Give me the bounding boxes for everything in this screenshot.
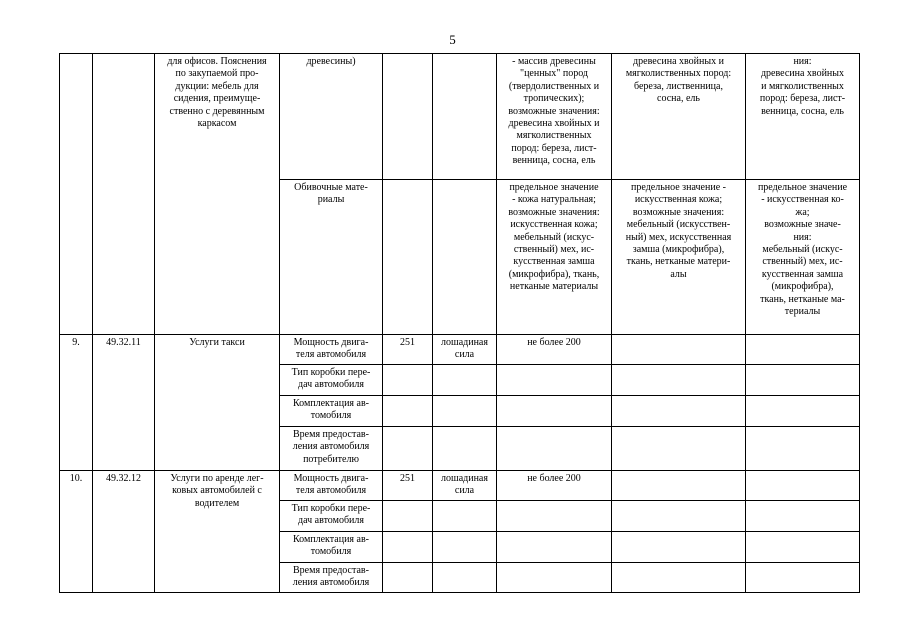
category-value-cell: древесина хвойных и мягколиственных пород: береза, лиственница, сосна, ель [612, 54, 746, 180]
category-value-cell [612, 562, 746, 592]
value-cell: предельное значение - кожа натуральная; возможные значения: искусственная кожа; мебельный (искус- ственный) мех, ис- кусственная замша (микрофибра), ткань, нетканые материалы [497, 180, 612, 335]
characteristic-cell: Обивочные мате- риалы [280, 180, 383, 335]
category-value-cell [746, 364, 860, 395]
unit-cell: лошадиная сила [433, 335, 497, 365]
category-value-cell [612, 335, 746, 365]
characteristic-cell: Время предостав- ления автомобиля потребителю [280, 426, 383, 470]
num-cell [60, 54, 93, 335]
characteristic-cell: Тип коробки пере- дач автомобиля [280, 500, 383, 531]
okei-code-cell [383, 426, 433, 470]
product-name-cell: Услуги такси [155, 335, 280, 471]
category-value-cell [612, 500, 746, 531]
code-cell: 49.32.12 [93, 470, 155, 592]
category-value-cell [612, 395, 746, 426]
unit-cell [433, 562, 497, 592]
characteristic-cell: Мощность двига- теля автомобиля [280, 335, 383, 365]
okei-code-cell [383, 54, 433, 180]
value-cell: не более 200 [497, 335, 612, 365]
category-value-cell [746, 395, 860, 426]
okei-code-cell [383, 180, 433, 335]
category-value-cell [746, 531, 860, 562]
code-cell: 49.32.11 [93, 335, 155, 471]
product-name-cell: для офисов. Пояснения по закупаемой про- дукции: мебель для сидения, преимуще- ственно с деревянным каркасом [155, 54, 280, 335]
category-value-cell [612, 470, 746, 500]
value-cell [497, 500, 612, 531]
table-row [60, 54, 860, 180]
num-cell: 9. [60, 335, 93, 471]
unit-cell [433, 54, 497, 180]
category-value-cell [746, 500, 860, 531]
category-value-cell [746, 426, 860, 470]
unit-cell [433, 364, 497, 395]
unit-cell: лошадиная сила [433, 470, 497, 500]
okei-code-cell: 251 [383, 335, 433, 365]
category-value-cell [612, 426, 746, 470]
category-value-cell: ния: древесина хвойных и мягколиственных пород: береза, лист- венница, сосна, ель [746, 54, 860, 180]
value-cell: - массив древесины "ценных" пород (твердолиственных и тропических); возможные значения: древесина хвойных и мягколиственных пород: береза, лист- венница, сосна, ель [497, 54, 612, 180]
value-cell [497, 562, 612, 592]
unit-cell [433, 531, 497, 562]
table-row [60, 335, 860, 365]
category-value-cell: предельное значение - искусственная кожа; возможные значения: мебельный (искусствен- ный) мех, искусственная замша (микрофибра), ткань, нетканые матери- алы [612, 180, 746, 335]
category-value-cell: предельное значение - искусственная ко- жа; возможные значе- ния: мебельный (искус- ственный) мех, ис- кусственная замша (микрофибра), ткань, нетканые ма- териалы [746, 180, 860, 335]
characteristic-cell: Мощность двига- теля автомобиля [280, 470, 383, 500]
characteristic-cell: древесины) [280, 54, 383, 180]
okei-code-cell [383, 531, 433, 562]
characteristic-cell: Комплектация ав- томобиля [280, 395, 383, 426]
okei-code-cell [383, 562, 433, 592]
unit-cell [433, 180, 497, 335]
num-cell: 10. [60, 470, 93, 592]
unit-cell [433, 395, 497, 426]
category-value-cell [612, 364, 746, 395]
value-cell [497, 395, 612, 426]
category-value-cell [746, 562, 860, 592]
procurement-table [59, 53, 860, 593]
category-value-cell [612, 531, 746, 562]
value-cell [497, 364, 612, 395]
value-cell [497, 426, 612, 470]
okei-code-cell: 251 [383, 470, 433, 500]
unit-cell [433, 500, 497, 531]
table-row [60, 470, 860, 500]
category-value-cell [746, 470, 860, 500]
characteristic-cell: Тип коробки пере- дач автомобиля [280, 364, 383, 395]
characteristic-cell: Время предостав- ления автомобиля [280, 562, 383, 592]
okei-code-cell [383, 364, 433, 395]
category-value-cell [746, 335, 860, 365]
okei-code-cell [383, 395, 433, 426]
code-cell [93, 54, 155, 335]
page-number: 5 [449, 32, 456, 47]
value-cell: не более 200 [497, 470, 612, 500]
okei-code-cell [383, 500, 433, 531]
characteristic-cell: Комплектация ав- томобиля [280, 531, 383, 562]
unit-cell [433, 426, 497, 470]
value-cell [497, 531, 612, 562]
product-name-cell: Услуги по аренде лег- ковых автомобилей с водителем [155, 470, 280, 592]
